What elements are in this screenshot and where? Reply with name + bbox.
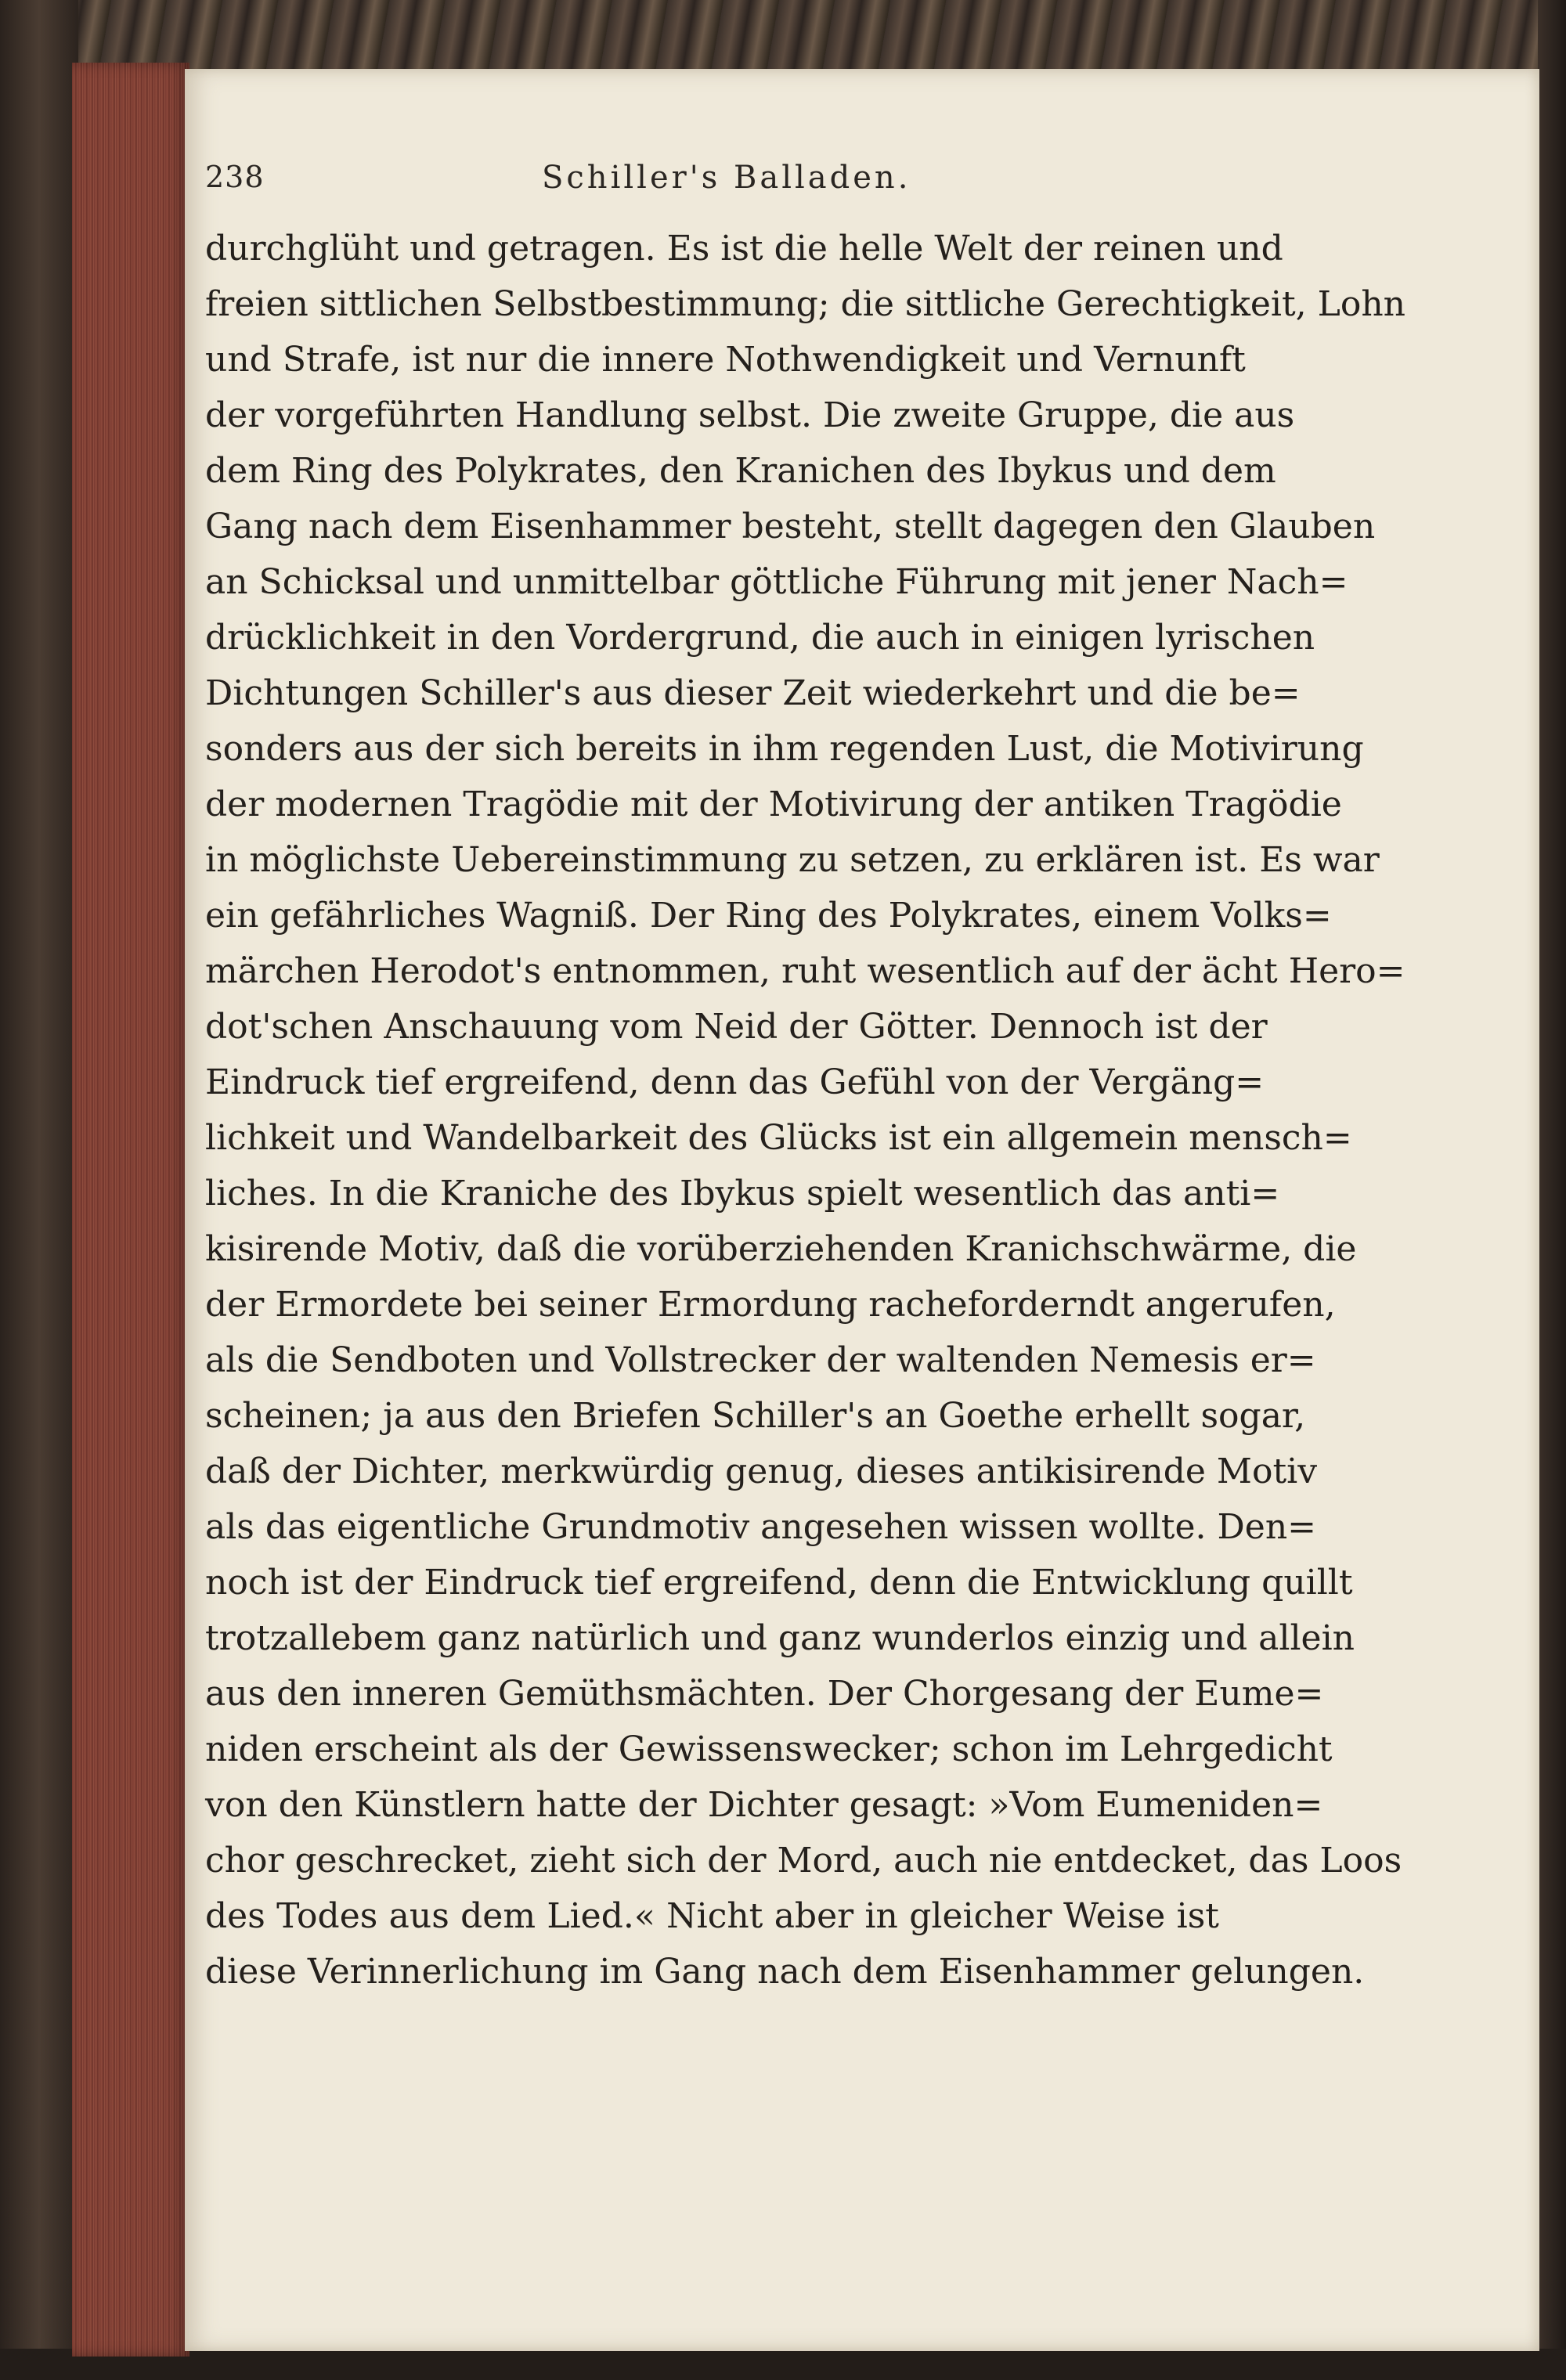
text-line: trotzallebem ganz natürlich und ganz wunderlos einzig und allein xyxy=(205,1618,1355,1658)
body-text xyxy=(205,221,1406,2000)
book-cover-bottom xyxy=(0,2349,1566,2380)
text-line: scheinen; ja aus den Briefen Schiller's an Goethe erhellt sogar, xyxy=(205,1396,1306,1436)
text-line: noch ist der Eindruck tief ergreifend, denn die Entwicklung quillt xyxy=(205,1563,1353,1603)
book-cover-left xyxy=(0,0,78,2380)
text-line: durchglüht und getragen. Es ist die helle Welt der reinen und xyxy=(205,229,1283,269)
page-edges xyxy=(72,63,189,2357)
text-line: lichkeit und Wandelbarkeit des Glücks ist ein allgemein mensch= xyxy=(205,1118,1352,1158)
book-cover-top xyxy=(0,0,1566,70)
text-line: chor geschrecket, zieht sich der Mord, auch nie entdecket, das Loos xyxy=(205,1841,1402,1881)
text-line: liches. In die Kraniche des Ibykus spielt wesentlich das anti= xyxy=(205,1174,1280,1213)
text-line: freien sittlichen Selbstbestimmung; die sittliche Gerechtigkeit, Lohn xyxy=(205,284,1406,324)
text-line: diese Verinnerlichung im Gang nach dem Eisenhammer gelungen. xyxy=(205,1952,1365,1992)
text-line: dot'schen Anschauung vom Neid der Götter. Dennoch ist der xyxy=(205,1007,1268,1047)
text-line: drücklichkeit in den Vordergrund, die auch in einigen lyrischen xyxy=(205,618,1315,658)
text-line: daß der Dichter, merkwürdig genug, dieses antikisirende Motiv xyxy=(205,1451,1318,1491)
text-line: und Strafe, ist nur die innere Nothwendigkeit und Vernunft xyxy=(205,340,1246,380)
text-line: märchen Herodot's entnommen, ruht wesentlich auf der ächt Hero= xyxy=(205,951,1405,991)
text-line: Gang nach dem Eisenhammer besteht, stellt dagegen den Glauben xyxy=(205,507,1376,546)
text-line: der Ermordete bei seiner Ermordung racheforderndt angerufen, xyxy=(205,1285,1336,1325)
text-line: als das eigentliche Grundmotiv angesehen wissen wollte. Den= xyxy=(205,1507,1317,1547)
text-line: aus den inneren Gemüthsmächten. Der Chorgesang der Eume= xyxy=(205,1674,1324,1714)
text-line: sonders aus der sich bereits in ihm regenden Lust, die Motivirung xyxy=(205,729,1364,769)
page-number: 238 xyxy=(205,160,265,194)
text-line: von den Künstlern hatte der Dichter gesagt: »Vom Eumeniden= xyxy=(205,1785,1323,1825)
text-line: in möglichste Uebereinstimmung zu setzen, zu erklären ist. Es war xyxy=(205,840,1380,880)
text-line: der modernen Tragödie mit der Motivirung der antiken Tragödie xyxy=(205,784,1342,824)
text-line: Eindruck tief ergreifend, denn das Gefühl von der Vergäng= xyxy=(205,1062,1265,1102)
text-line: des Todes aus dem Lied.« Nicht aber in gleicher Weise ist xyxy=(205,1896,1219,1936)
book-cover-right xyxy=(1538,0,1566,2380)
text-line: ein gefährliches Wagniß. Der Ring des Polykrates, einem Volks= xyxy=(205,896,1332,936)
text-line: der vorgeführten Handlung selbst. Die zweite Gruppe, die aus xyxy=(205,395,1295,435)
page-header xyxy=(205,155,1219,210)
text-line: niden erscheint als der Gewissenswecker; schon im Lehrgedicht xyxy=(205,1729,1333,1769)
text-line: an Schicksal und unmittelbar göttliche Führung mit jener Nach= xyxy=(205,562,1348,602)
running-title: Schiller's Balladen. xyxy=(542,160,911,196)
text-line: Dichtungen Schiller's aus dieser Zeit wiederkehrt und die be= xyxy=(205,673,1301,713)
text-line: kisirende Motiv, daß die vorüberziehenden Kranichschwärme, die xyxy=(205,1229,1357,1269)
text-line: dem Ring des Polykrates, den Kranichen des Ibykus und dem xyxy=(205,451,1276,491)
text-line: als die Sendboten und Vollstrecker der waltenden Nemesis er= xyxy=(205,1340,1316,1380)
